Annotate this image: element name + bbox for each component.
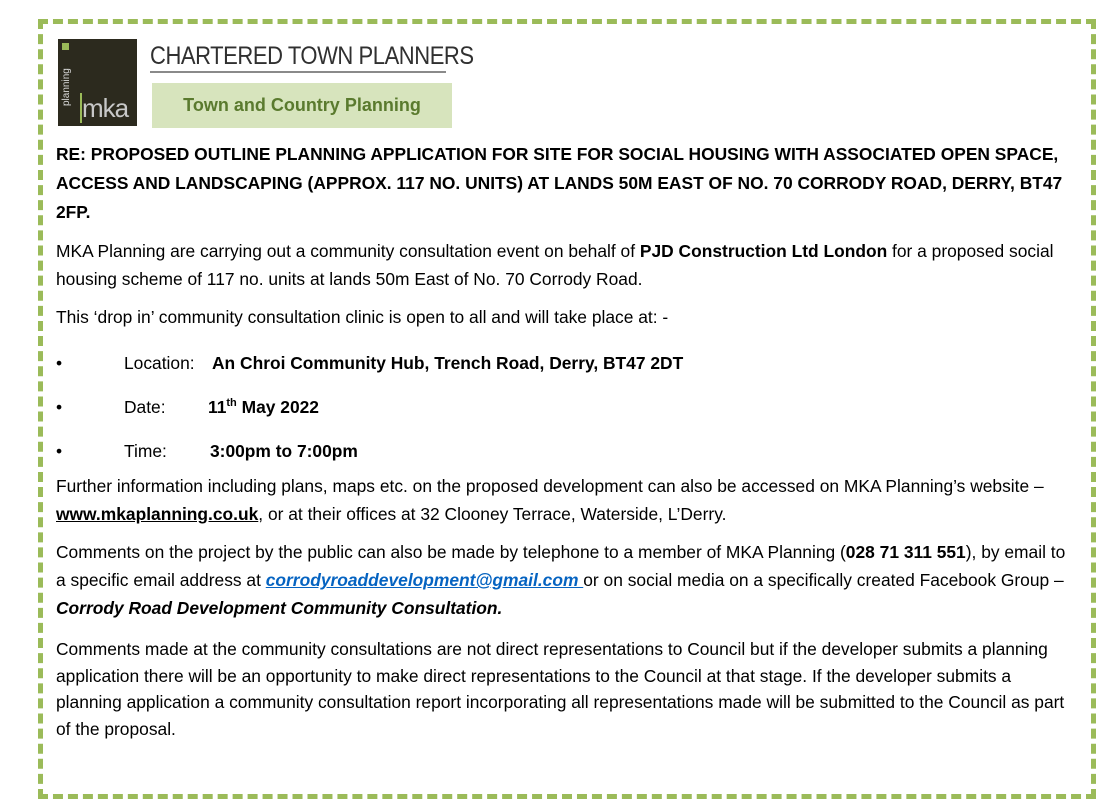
- time-label: Time:: [124, 441, 167, 461]
- logo-square: [62, 43, 69, 50]
- firm-title: CHARTERED TOWN PLANNERS: [150, 42, 474, 70]
- comments-text: Comments on the project by the public can also be made by telephone to a member of MKA Planning (: [56, 542, 846, 562]
- tagline: Town and Country Planning: [152, 83, 452, 128]
- client-name: PJD Construction Ltd London: [639, 241, 888, 261]
- email-link[interactable]: corrodyroaddevelopment@gmail.com: [265, 570, 584, 590]
- date-day: 11: [208, 397, 227, 417]
- comments-paragraph: [56, 538, 1076, 622]
- intro-text: MKA Planning are carrying out a community consultation event on behalf of: [56, 241, 640, 261]
- bullet: •: [56, 397, 63, 417]
- intro-text-end: for a proposed social housing scheme of 117 no. units at lands 50m East of No. 70 Corrody Road.: [56, 241, 1054, 289]
- notice-body: [56, 140, 1076, 742]
- logo-text: mka: [82, 93, 129, 123]
- title-rule: [150, 71, 446, 73]
- date-label: Date:: [124, 397, 166, 417]
- drop-in-paragraph: This ‘drop in’ community consultation clinic is open to all and will take place at: -: [56, 307, 669, 327]
- further-info-paragraph: [56, 472, 1076, 528]
- date-value: [208, 393, 319, 421]
- facebook-group-name: Corrody Road Development Community Consultation.: [56, 598, 503, 618]
- mka-logo: [58, 39, 137, 126]
- date-rest: May 2022: [236, 397, 319, 417]
- notice-heading: RE: PROPOSED OUTLINE PLANNING APPLICATION FOR SITE FOR SOCIAL HOUSING WITH ASSOCIATED OPEN SPACE, ACCESS AND LANDSCAPING (APPROX. 117 NO. UNITS) AT LANDS 50M EAST OF NO. 70 CORRODY ROAD, DERRY, BT47 2FP.: [56, 144, 1063, 222]
- logo-vertical-text: planning: [61, 68, 72, 106]
- comments-text-mid2: or on social media on a specifically created Facebook Group –: [583, 570, 1064, 590]
- bullet: •: [56, 353, 63, 373]
- comments-text-mid: ), by email to a specific email address at: [56, 542, 1066, 590]
- date-suffix: th: [226, 397, 237, 410]
- website-link[interactable]: www.mkaplanning.co.uk: [56, 504, 259, 524]
- location-label: Location:: [124, 353, 195, 373]
- phone-number: 028 71 311 551: [845, 542, 966, 562]
- bullet: •: [56, 441, 63, 461]
- further-text: Further information including plans, maps etc. on the proposed development can also be accessed on MKA Planning’s website –: [56, 476, 1044, 496]
- final-paragraph: Comments made at the community consultations are not direct representations to Council but if the developer submits a planning application there will be an opportunity to make direct representations to the Council at that stage. If the developer submits a planning application a community consultation report incorporating all representations made will be submitted to the Council as part of the proposal.: [56, 639, 1065, 739]
- time-value: 3:00pm to 7:00pm: [210, 441, 358, 461]
- intro-paragraph: [56, 237, 1076, 293]
- location-value: An Chroi Community Hub, Trench Road, Derry, BT47 2DT: [212, 353, 684, 373]
- date-item: [56, 393, 1076, 437]
- further-text-end: , or at their offices at 32 Clooney Terrace, Waterside, L’Derry.: [258, 504, 727, 524]
- location-item: [56, 349, 1076, 393]
